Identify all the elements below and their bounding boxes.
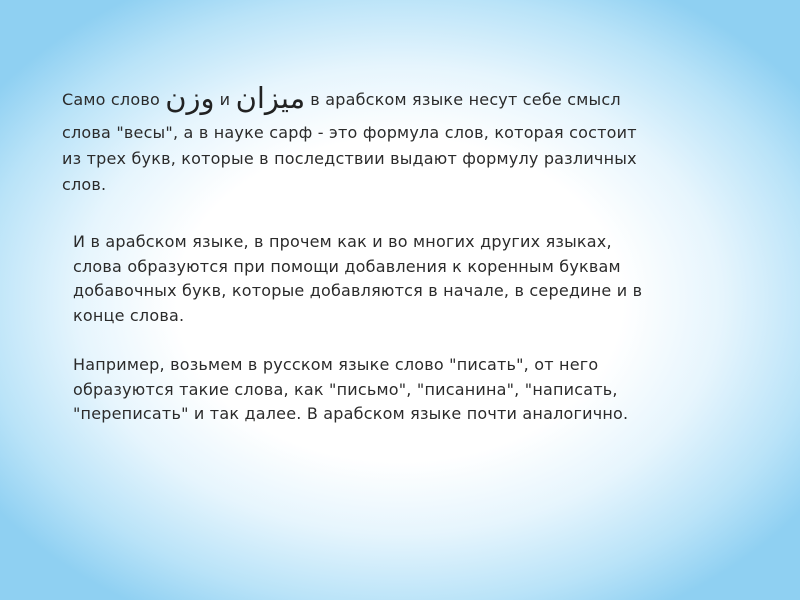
paragraph1-line3: из трех букв, которые в последствии выдают формулу различных [62,149,637,168]
paragraph3-line: Например, возьмем в русском языке слово "писать", от него [73,355,599,374]
paragraph2-line: И в арабском языке, в прочем как и во многих других языках, [73,232,612,251]
paragraph2-line: конце слова. [73,305,185,325]
prefix-text: Само слово [62,90,160,109]
paragraph-word-formation [73,230,733,328]
arabic-word-mizan: ميزان [235,81,306,115]
paragraph-example [73,353,733,427]
paragraph2-line: слова образуются при помощи добавления к коренным буквам [73,256,621,276]
paragraph1-line2: слова "весы", а в науке сарф - это формула слов, которая состоит [62,123,637,142]
conjunction-text: и [219,90,231,109]
line1-suffix-text: в арабском языке несут себе смысл [310,90,621,109]
paragraph3-line: "переписать" и так далее. В арабском языке почти аналогично. [73,404,629,423]
paragraph1-line4: слов. [62,175,107,194]
paragraph1-line1 [62,78,752,120]
paragraph-mizan-definition [62,78,752,198]
arabic-word-wazn: وزن [165,81,215,115]
paragraph3-line: образуются такие слова, как "письмо", "писанина", "написать, [73,379,618,399]
paragraph2-line: добавочных букв, которые добавляются в начале, в середине и в [73,281,643,300]
